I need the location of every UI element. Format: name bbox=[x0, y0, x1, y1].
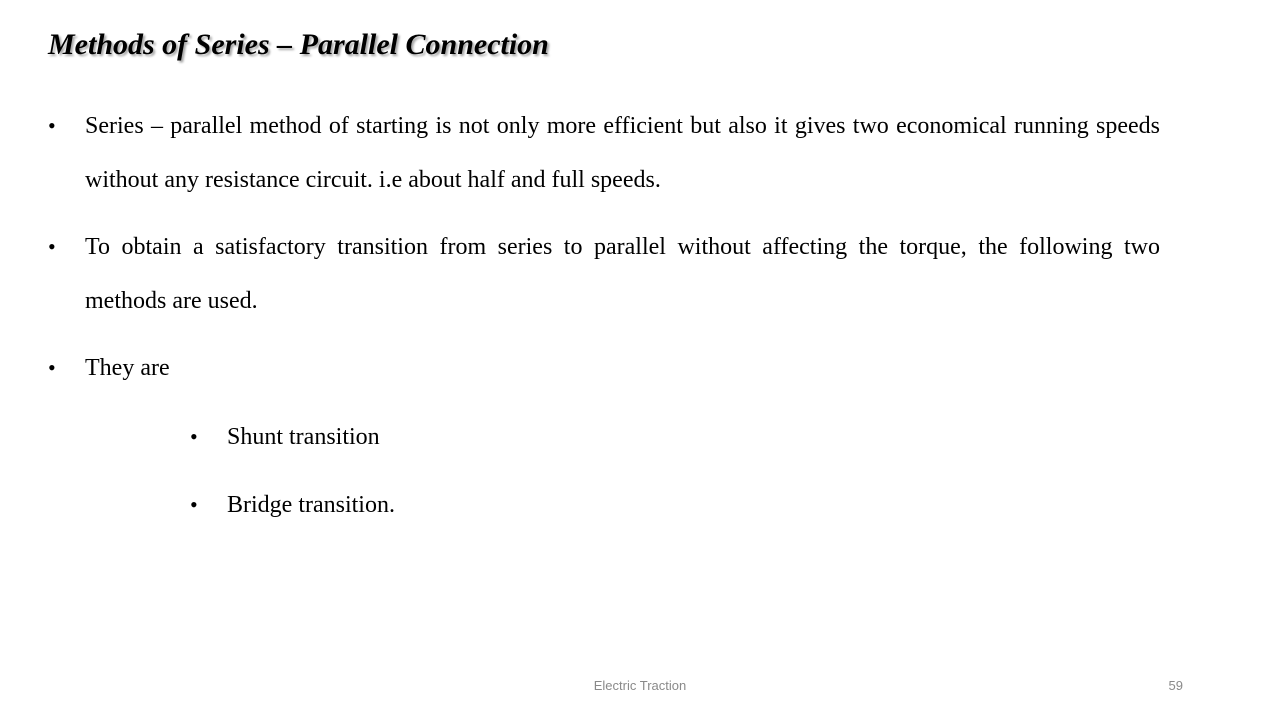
bullet-dot-icon: • bbox=[190, 492, 198, 517]
sub-bullet-item bbox=[190, 419, 380, 455]
footer-title: Electric Traction bbox=[593, 678, 687, 693]
sub-bullet-text: Shunt transition bbox=[227, 424, 380, 450]
slide-title: Methods of Series – Parallel Connection bbox=[48, 28, 549, 61]
sub-bullet-item bbox=[190, 487, 395, 523]
bullet-item bbox=[48, 341, 1160, 395]
bullet-dot-icon: • bbox=[48, 355, 56, 380]
bullet-item bbox=[48, 220, 1160, 328]
bullet-dot-icon: • bbox=[48, 113, 56, 138]
bullet-text: Series – parallel method of starting is not only more efficient but also it gives two economical running speeds without any resistance circuit. i.e about half and full speeds. bbox=[85, 113, 1160, 193]
sub-bullet-text: Bridge transition. bbox=[227, 492, 395, 518]
bullet-text: They are bbox=[85, 355, 170, 381]
page-number: 59 bbox=[1168, 678, 1183, 693]
bullet-item bbox=[48, 99, 1160, 207]
bullet-dot-icon: • bbox=[48, 234, 56, 259]
bullet-dot-icon: • bbox=[190, 424, 198, 449]
bullet-text: To obtain a satisfactory transition from series to parallel without affecting the torque, the following two methods are used. bbox=[85, 234, 1160, 314]
